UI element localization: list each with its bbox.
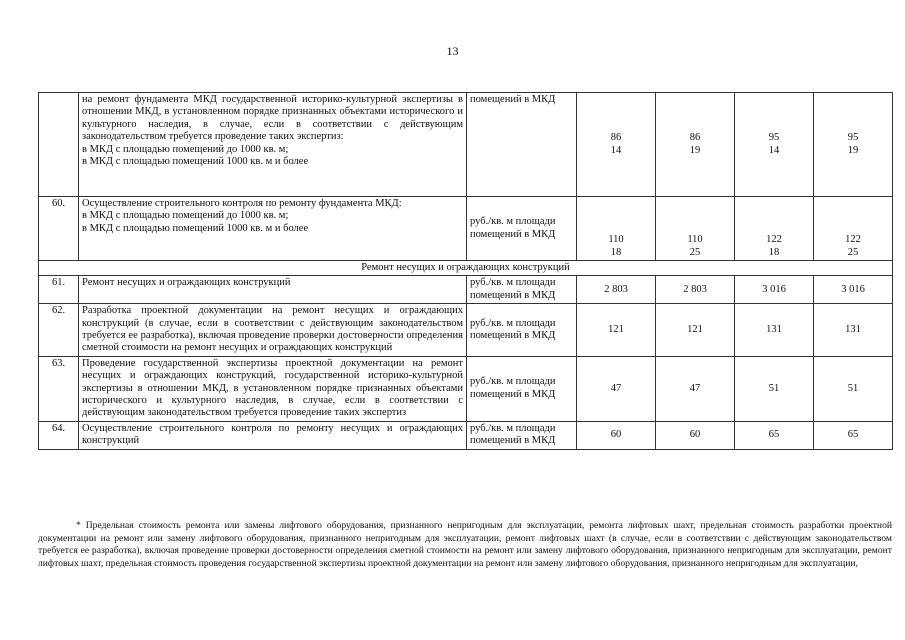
row-number: 64. — [39, 421, 79, 449]
value-cell: 3 016 — [735, 276, 814, 304]
value-cell: 95 19 — [814, 93, 893, 197]
description-sub-a: в МКД с площадью помещений до 1000 кв. м; — [82, 210, 289, 222]
value-cell: 60 — [656, 421, 735, 449]
section-row — [39, 261, 893, 276]
value-cell: 2 803 — [656, 276, 735, 304]
value-cell: 121 — [656, 304, 735, 357]
value-cell: 122 25 — [814, 197, 893, 261]
footnote: * Предельная стоимость ремонта или замены лифтового оборудования, признанного непригодным для эксплуатации, ремонта лифтовых шахт, предельная стоимость разработки проектной документации на ремонт или замену лифтового оборудования, признанного непригодным для эксплуатации, ремонт лифтовых шахт (в случае, если в соответствии с действующим законодательством требуется ее разработка), включая проведение проверки достоверности определения сметной стоимости на ремонт или замену лифтового оборудования, признанного непригодным для эксплуатации, ремонт лифтовых шахт, предельная стоимость проведения государственной экспертизы проектной документации на ремонт или замену лифтового оборудования, признанного непригодным для эксплуатации, — [38, 520, 892, 569]
value-cell: 122 18 — [735, 197, 814, 261]
description-sub-b: в МКД с площадью помещений 1000 кв. м и более — [82, 156, 309, 168]
table-row — [39, 356, 893, 421]
value-cell: 65 — [814, 421, 893, 449]
description-text: Осуществление строительного контроля по ремонту фундамента МКД: — [82, 198, 402, 209]
row-unit: руб./кв. м площади помещений в МКД — [467, 304, 577, 357]
row-unit: руб./кв. м площади помещений в МКД — [467, 421, 577, 449]
value-cell: 51 — [814, 356, 893, 421]
value-cell: 51 — [735, 356, 814, 421]
table-row — [39, 197, 893, 261]
description-text: на ремонт фундамента МКД государственной историко-культурной экспертизы в отношении МКД, в установленном порядке признанных объектами исторического и культурного наследия, в случае, если в соответствии с действующим законодательством требуется проведение таких экспертиз: — [82, 94, 463, 143]
cost-table — [38, 92, 893, 450]
row-unit: руб./кв. м площади помещений в МКД — [467, 197, 577, 261]
row-unit: руб./кв. м площади помещений в МКД — [467, 276, 577, 304]
value-cell: 131 — [814, 304, 893, 357]
row-description: Проведение государственной экспертизы проектной документации на ремонт несущих и ограждающих конструкций, государственной историко-культурной экспертизы в отношении МКД, в установленном порядке признанных объектами исторического и культурного наследия, в случае, если в соответствии с действующим законодательством требуется проведение таких экспертиз — [79, 356, 467, 421]
value-cell: 110 25 — [656, 197, 735, 261]
value-cell: 86 19 — [656, 93, 735, 197]
table-row — [39, 93, 893, 197]
value-cell: 60 — [577, 421, 656, 449]
value-cell: 131 — [735, 304, 814, 357]
row-description: Ремонт несущих и ограждающих конструкций — [79, 276, 467, 304]
section-title: Ремонт несущих и ограждающих конструкций — [39, 261, 893, 276]
row-number: 63. — [39, 356, 79, 421]
value-cell: 3 016 — [814, 276, 893, 304]
value-cell: 2 803 — [577, 276, 656, 304]
row-number: 61. — [39, 276, 79, 304]
row-number — [39, 93, 79, 197]
description-sub-b: в МКД с площадью помещений 1000 кв. м и более — [82, 222, 309, 234]
value-cell: 47 — [577, 356, 656, 421]
page-number: 13 — [446, 44, 459, 58]
value-cell: 47 — [656, 356, 735, 421]
row-unit: помещений в МКД — [467, 93, 577, 197]
row-description — [79, 93, 467, 197]
row-description: Разработка проектной документации на ремонт несущих и ограждающих конструкций (в случае, если в соответствии с действующим законодательством требуется ее разработка), включая проведение проверки достоверности определения сметной стоимости на ремонт несущих и ограждающих конструкций — [79, 304, 467, 357]
row-number: 62. — [39, 304, 79, 357]
row-description: Осуществление строительного контроля по ремонту несущих и ограждающих конструкций — [79, 421, 467, 449]
table-row — [39, 304, 893, 357]
row-number: 60. — [39, 197, 79, 261]
value-cell: 121 — [577, 304, 656, 357]
table-row — [39, 276, 893, 304]
row-unit: руб./кв. м площади помещений в МКД — [467, 356, 577, 421]
row-description — [79, 197, 467, 261]
value-cell: 95 14 — [735, 93, 814, 197]
value-cell: 110 18 — [577, 197, 656, 261]
value-cell: 86 14 — [577, 93, 656, 197]
value-cell: 65 — [735, 421, 814, 449]
description-sub-a: в МКД с площадью помещений до 1000 кв. м; — [82, 143, 289, 155]
table-row — [39, 421, 893, 449]
